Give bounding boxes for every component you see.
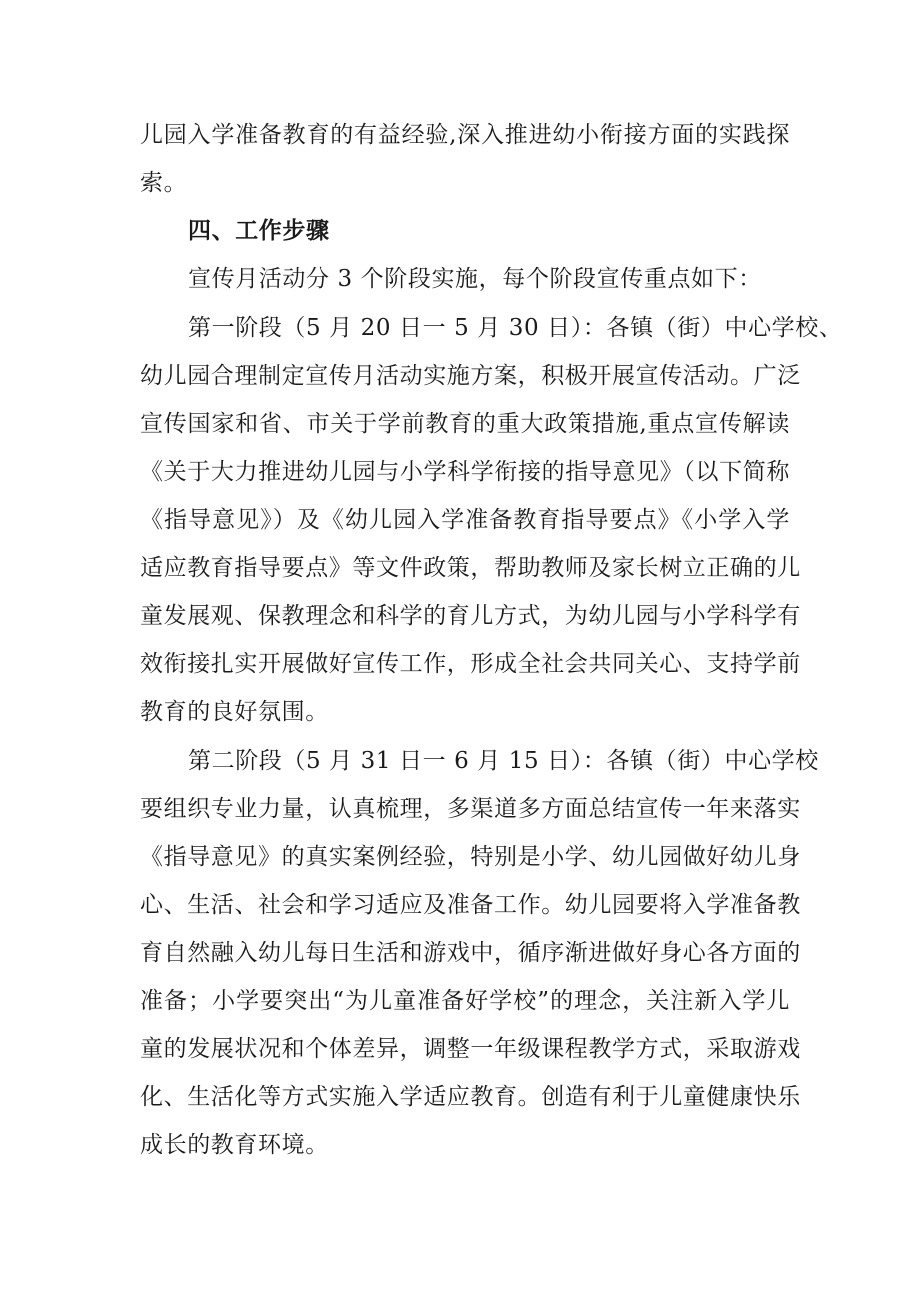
paragraph-line: 童发展观、保教理念和科学的育儿方式，为幼儿园与小学科学有 [140, 603, 801, 629]
paragraph-line: 化、生活化等方式实施入学适应教育。创造有利于儿童健康快乐 [140, 1084, 801, 1110]
paragraph-line: 索。 [140, 170, 188, 196]
paragraph-line: 第二阶段（5 月 31 日一 6 月 15 日）：各镇（街）中心学校 [188, 748, 819, 774]
paragraph-line: 心、生活、社会和学习适应及准备工作。幼儿园要将入学准备教 [140, 892, 801, 918]
paragraph-line: 宣传国家和省、市关于学前教育的重大政策措施,重点宣传解读 [140, 411, 790, 437]
paragraph-line: 《指导意见》）及《幼儿园入学准备教育指导要点》《小学入学 [140, 507, 790, 533]
paragraph-line: 效衔接扎实开展做好宣传工作，形成全社会共同关心、支持学前 [140, 651, 801, 677]
paragraph-line: 要组织专业力量，认真梳理，多渠道多方面总结宣传一年来落实 [140, 796, 801, 822]
paragraph-line: 宣传月活动分 3 个阶段实施，每个阶段宣传重点如下： [188, 266, 762, 292]
paragraph-line: 《关于大力推进幼儿园与小学科学衔接的指导意见》（以下简称 [140, 459, 790, 485]
paragraph-line: 教育的良好氛围。 [140, 699, 329, 725]
paragraph-line: 儿园入学准备教育的有益经验,深入推进幼小衔接方面的实践探 [140, 122, 790, 148]
paragraph-line: 成长的教育环境。 [140, 1132, 329, 1158]
paragraph-line: 第一阶段（5 月 20 日一 5 月 30 日）：各镇（街）中心学校、 [188, 315, 843, 341]
paragraph-line: 《指导意见》的真实案例经验，特别是小学、幼儿园做好幼儿身 [140, 844, 801, 870]
paragraph-line: 准备；小学要突出“为儿童准备好学校”的理念，关注新入学儿 [140, 988, 790, 1014]
section-heading: 四、工作步骤 [188, 218, 330, 244]
paragraph-line: 幼儿园合理制定宣传月活动实施方案，积极开展宣传活动。广泛 [140, 363, 801, 389]
paragraph-line: 童的发展状况和个体差异，调整一年级课程教学方式，采取游戏 [140, 1036, 801, 1062]
paragraph-line: 育自然融入幼儿每日生活和游戏中，循序渐进做好身心各方面的 [140, 940, 801, 966]
paragraph-line: 适应教育指导要点》等文件政策，帮助教师及家长树立正确的儿 [140, 555, 801, 581]
